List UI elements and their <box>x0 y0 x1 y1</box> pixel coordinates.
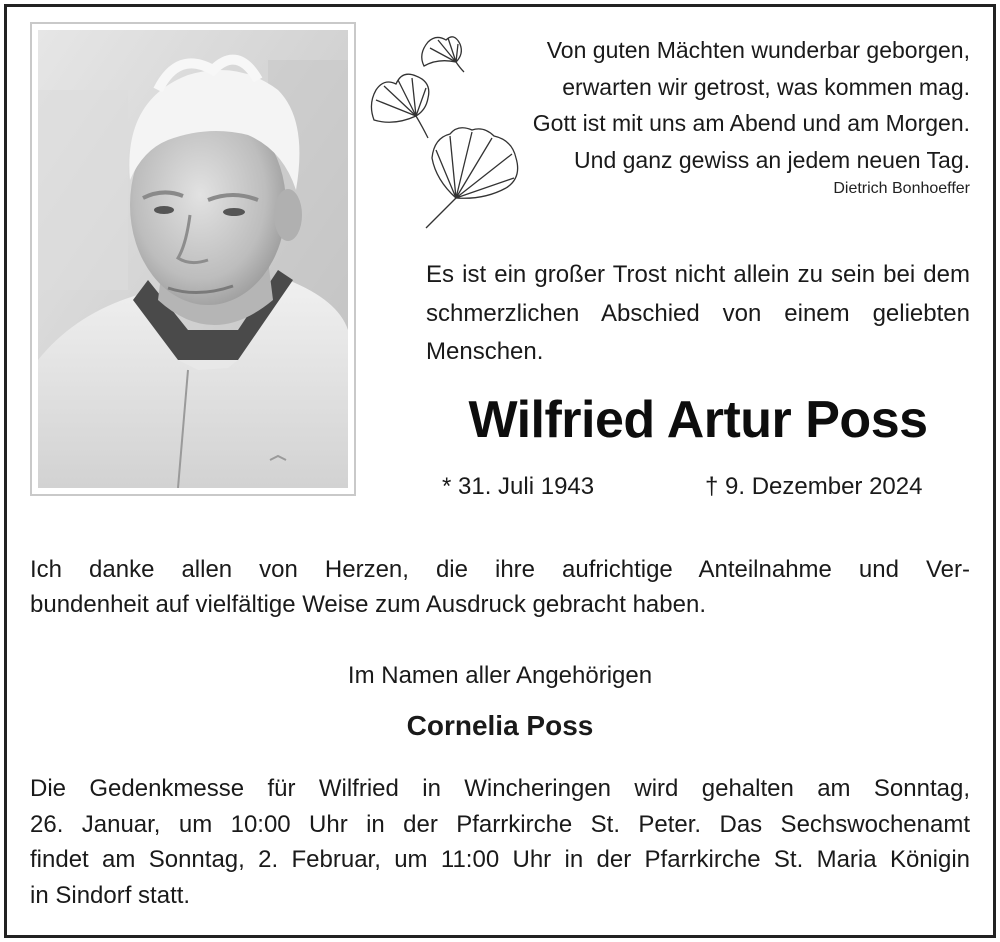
signer-name: Cornelia Poss <box>406 710 594 741</box>
deceased-name: Wilfried Artur Poss <box>468 391 928 449</box>
on-behalf-line: Im Namen aller Angehörigen <box>347 662 653 689</box>
poem-line: Gott ist mit uns am Abend und am Morgen. <box>532 110 970 136</box>
birth-date: * 31. Juli 1943 <box>442 473 595 500</box>
mass-line: 26. Januar, um 10:00 Uhr in der Pfarrkirche St. Peter. Das Sechswochenamt <box>30 810 970 838</box>
ginkgo-leaves-icon <box>366 28 536 238</box>
mass-line: findet am Sonntag, 2. Februar, um 11:00 Uhr in der Pfarrkirche St. Maria Königin <box>30 846 970 873</box>
comfort-text: Es ist ein großer Trost nicht allein zu sein bei dem schmerzlichen Abschied von einem geliebten Menschen. <box>426 261 970 365</box>
memorial-mass-text <box>30 771 970 913</box>
thanks-text <box>30 552 970 622</box>
thanks-line: Ich danke allen von Herzen, die ihre aufrichtige Anteilnahme und Ver- <box>30 556 970 583</box>
poem-line: erwarten wir getrost, was kommen mag. <box>562 73 970 100</box>
thanks-line: bundenheit auf vielfältige Weise zum Ausdruck gebracht haben. <box>30 591 706 618</box>
poem-line: Von guten Mächten wunderbar geborgen, <box>546 37 970 63</box>
portrait-photo <box>38 30 348 488</box>
portrait-frame <box>30 22 356 496</box>
mass-line: in Sindorf statt. <box>30 881 191 909</box>
poem-author: Dietrich Bonhoeffer <box>833 180 970 197</box>
mass-line: Die Gedenkmesse für Wilfried in Wincheringen wird gehalten am Sonntag, <box>30 775 970 802</box>
poem-line: Und ganz gewiss an jedem neuen Tag. <box>574 146 970 173</box>
death-date: † 9. Dezember 2024 <box>705 473 923 500</box>
poem <box>533 32 970 178</box>
